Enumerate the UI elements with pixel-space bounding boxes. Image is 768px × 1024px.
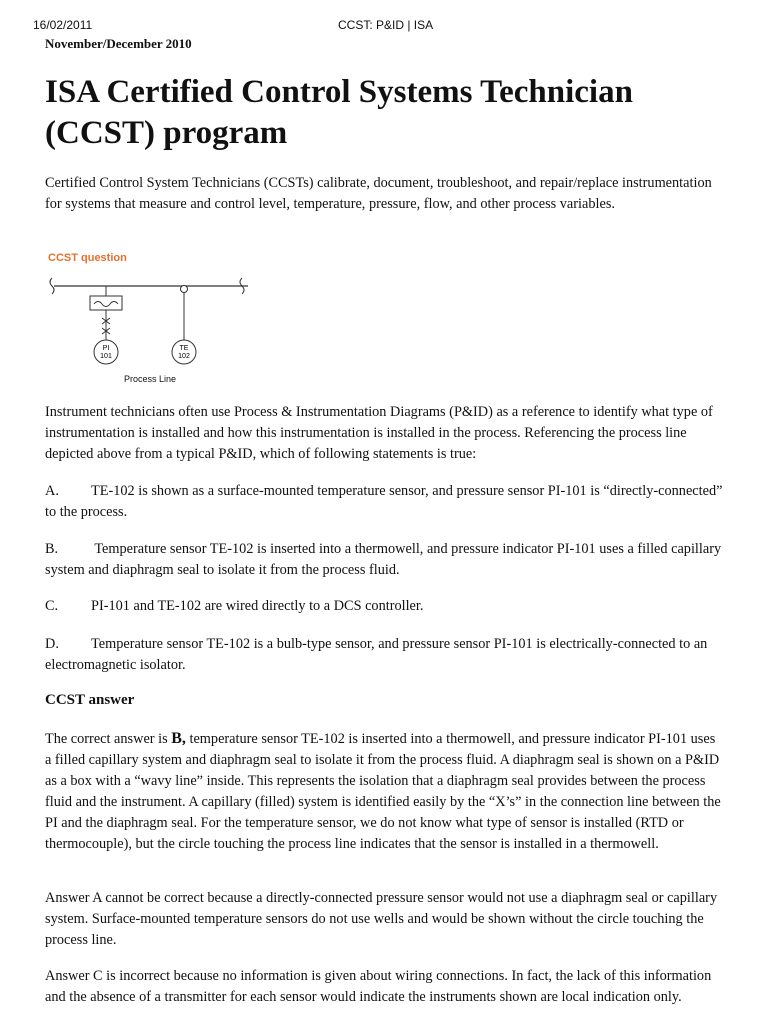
- option-a: [45, 481, 725, 523]
- te-102-number: 102: [178, 353, 190, 360]
- option-letter: A.: [45, 483, 59, 499]
- option-text: Temperature sensor TE-102 is inserted into a thermowell, and pressure indicator PI-101 uses a filled capillary system and diaphragm seal to isolate it from the process fluid.: [45, 541, 722, 578]
- header-date: 16/02/2011: [33, 18, 93, 32]
- header-page-title: CCST: P&ID | ISA: [338, 18, 434, 32]
- figure-caption: Process Line: [124, 374, 177, 384]
- pi-101-tag: PI: [102, 345, 110, 352]
- option-text: TE-102 is shown as a surface-mounted temperature sensor, and pressure sensor PI-101 is “directly-connected” to the process.: [45, 483, 723, 520]
- pid-figure: [40, 248, 270, 398]
- option-text: PI-101 and TE-102 are wired directly to a DCS controller.: [91, 598, 424, 614]
- option-b: [45, 539, 725, 581]
- pi-101-number: 101: [100, 353, 112, 360]
- thermowell-circle: [181, 286, 188, 293]
- answer-a-paragraph: Answer A cannot be correct because a directly-connected pressure sensor would not use a diaphragm seal or capillary system. Surface-mounted temperature sensors do not use wells and would be shown without the circle touching the process line.: [45, 890, 718, 948]
- option-letter: D.: [45, 636, 59, 652]
- te-102-tag: TE: [179, 345, 189, 352]
- figure-title: CCST question: [48, 252, 127, 264]
- option-d: [45, 634, 725, 676]
- option-letter: C.: [45, 598, 59, 614]
- answer-lead: The correct answer is: [45, 731, 172, 747]
- option-c: [45, 596, 725, 617]
- intro-paragraph: Certified Control System Technicians (CCSTs) calibrate, document, troubleshoot, and repair/replace instrumentation for systems that measure and control level, temperature, pressure, flow, and other process variables.: [45, 175, 712, 212]
- answer-heading: CCST answer: [45, 692, 135, 708]
- wavy-line-icon: [94, 302, 118, 307]
- question-paragraph: Instrument technicians often use Process & Instrumentation Diagrams (P&ID) as a reference to identify what type of instrumentation is installed and how this instrumentation is installed in the process. Referencing the process line depicted above from a typical P&ID, which of following statements is true:: [45, 404, 713, 462]
- issue-date: November/December 2010: [45, 36, 192, 51]
- answer-letter: B,: [171, 730, 186, 747]
- article-title: ISA Certified Control Systems Technician (CCST) program: [45, 74, 633, 151]
- answer-c-paragraph: Answer C is incorrect because no information is given about wiring connections. In fact, the lack of this information and the absence of a transmitter for each sensor would indicate the instruments shown are local indication only.: [45, 968, 712, 1005]
- answer-paragraph: [45, 728, 725, 855]
- te-102-bubble: [172, 340, 196, 364]
- option-letter: B.: [45, 541, 59, 557]
- answer-rest: temperature sensor TE-102 is inserted into a thermowell, and pressure indicator PI-101 uses a filled capillary system and diaphragm seal to isolate it from the process fluid. A diaphragm seal is shown on a P&ID as a box with a “wavy line” inside. This represents the isolation that a diaphragm seal provides between the process fluid and the instrument. A capillary (filled) system is identified easily by the “X’s” in the connection line between the PI and the diaphragm seal. For the temperature sensor, we do not know what type of sensor is installed (RTD or thermocouple), but the circle touching the process line indicates that the sensor is installed in a thermowell.: [45, 731, 721, 852]
- pi-101-bubble: [94, 340, 118, 364]
- pid-diagram: [40, 248, 270, 378]
- option-text: Temperature sensor TE-102 is a bulb-type sensor, and pressure sensor PI-101 is electrically-connected to an electromagnetic isolator.: [45, 636, 708, 673]
- left-break-symbol: [50, 278, 54, 294]
